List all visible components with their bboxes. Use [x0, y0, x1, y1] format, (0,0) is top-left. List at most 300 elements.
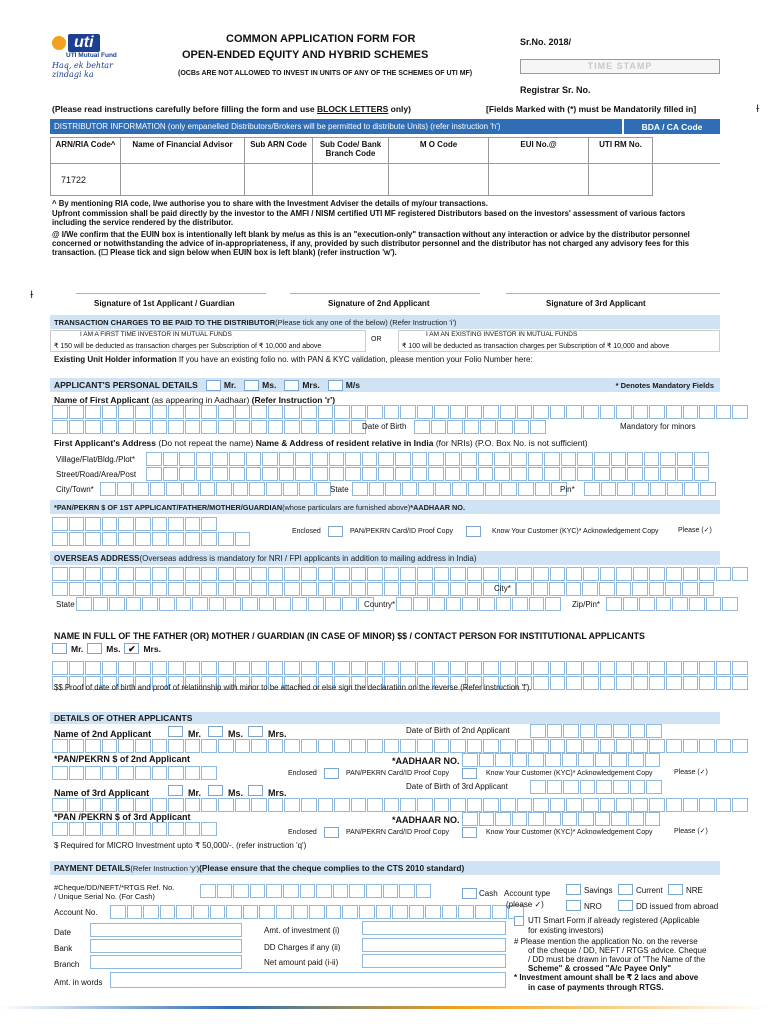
char-box[interactable] [583, 661, 599, 675]
char-box[interactable] [660, 467, 676, 481]
char-box[interactable] [595, 812, 611, 826]
char-box[interactable] [152, 532, 168, 546]
char-box[interactable] [392, 905, 408, 919]
char-box[interactable] [362, 452, 378, 466]
char-box[interactable] [517, 798, 533, 812]
char-box[interactable] [500, 405, 516, 419]
char-box[interactable] [284, 582, 300, 596]
char-box[interactable] [251, 567, 267, 581]
char-box[interactable] [583, 567, 599, 581]
char-box[interactable] [268, 567, 284, 581]
char-box[interactable] [613, 724, 629, 738]
char-box[interactable] [268, 582, 284, 596]
char-box[interactable] [235, 567, 251, 581]
char-box[interactable] [85, 582, 101, 596]
char-box[interactable] [528, 812, 544, 826]
char-box[interactable] [378, 452, 394, 466]
char-box[interactable] [85, 405, 101, 419]
char-box[interactable] [547, 780, 563, 794]
mr-checkbox[interactable] [206, 380, 221, 391]
char-box[interactable] [150, 482, 166, 496]
char-box[interactable] [152, 798, 168, 812]
char-box[interactable] [716, 798, 732, 812]
char-box[interactable] [417, 798, 433, 812]
char-box[interactable] [246, 467, 262, 481]
char-box[interactable] [367, 582, 383, 596]
char-box[interactable] [667, 482, 683, 496]
char-box[interactable] [334, 420, 350, 434]
net-amount-input[interactable] [362, 954, 506, 968]
char-box[interactable] [467, 661, 483, 675]
char-box[interactable] [544, 467, 560, 481]
char-box[interactable] [400, 739, 416, 753]
char-box[interactable] [450, 405, 466, 419]
cash-checkbox[interactable] [462, 888, 477, 899]
char-box[interactable] [259, 905, 275, 919]
char-box[interactable] [369, 482, 385, 496]
char-box[interactable] [352, 482, 368, 496]
char-box[interactable] [417, 567, 433, 581]
char-box[interactable] [251, 582, 267, 596]
char-box[interactable] [284, 661, 300, 675]
dd-charges-input[interactable] [362, 938, 506, 952]
char-box[interactable] [464, 420, 480, 434]
char-box[interactable] [359, 905, 375, 919]
char-box[interactable] [516, 582, 532, 596]
char-box[interactable] [318, 582, 334, 596]
char-box[interactable] [152, 420, 168, 434]
char-box[interactable] [367, 739, 383, 753]
father-mr-checkbox[interactable] [52, 643, 67, 654]
pan2-boxes[interactable] [52, 766, 218, 780]
char-box[interactable] [193, 905, 209, 919]
char-box[interactable] [185, 766, 201, 780]
char-box[interactable] [251, 661, 267, 675]
amt-investment-input[interactable] [362, 921, 506, 935]
char-box[interactable] [666, 661, 682, 675]
char-box[interactable] [649, 739, 665, 753]
char-box[interactable] [395, 452, 411, 466]
char-box[interactable] [85, 822, 101, 836]
char-box[interactable] [514, 420, 530, 434]
char-box[interactable] [251, 420, 267, 434]
pan2-kyc-checkbox[interactable] [462, 768, 477, 779]
char-box[interactable] [446, 597, 462, 611]
char-box[interactable] [185, 661, 201, 675]
sig-line-2[interactable] [290, 293, 480, 294]
char-box[interactable] [229, 467, 245, 481]
char-box[interactable] [69, 532, 85, 546]
char-box[interactable] [649, 676, 665, 690]
father-mrs-checkbox[interactable]: ✔ [124, 643, 139, 654]
arn-value[interactable]: 71722 [51, 164, 121, 196]
char-box[interactable] [633, 739, 649, 753]
char-box[interactable] [550, 405, 566, 419]
char-box[interactable] [301, 739, 317, 753]
char-box[interactable] [716, 739, 732, 753]
char-box[interactable] [528, 467, 544, 481]
char-box[interactable] [666, 798, 682, 812]
char-box[interactable] [52, 567, 68, 581]
char-box[interactable] [133, 482, 149, 496]
char-box[interactable] [646, 780, 662, 794]
char-box[interactable] [461, 467, 477, 481]
char-box[interactable] [69, 798, 85, 812]
char-box[interactable] [434, 405, 450, 419]
char-box[interactable] [732, 661, 748, 675]
char-box[interactable] [694, 467, 710, 481]
char-box[interactable] [613, 780, 629, 794]
char-box[interactable] [52, 420, 68, 434]
char-box[interactable] [226, 905, 242, 919]
char-box[interactable] [599, 582, 615, 596]
char-box[interactable] [722, 597, 738, 611]
char-box[interactable] [649, 567, 665, 581]
char-box[interactable] [69, 405, 85, 419]
char-box[interactable] [517, 661, 533, 675]
char-box[interactable] [102, 661, 118, 675]
char-box[interactable] [152, 661, 168, 675]
char-box[interactable] [52, 766, 68, 780]
dob3-boxes[interactable] [530, 780, 663, 794]
char-box[interactable] [235, 420, 251, 434]
aadhaar2-boxes[interactable] [462, 753, 661, 767]
char-box[interactable] [284, 405, 300, 419]
overseas-state-boxes[interactable] [76, 597, 375, 611]
char-box[interactable] [434, 567, 450, 581]
char-box[interactable] [650, 482, 666, 496]
char-box[interactable] [517, 567, 533, 581]
char-box[interactable] [318, 798, 334, 812]
char-box[interactable] [627, 467, 643, 481]
char-box[interactable] [716, 676, 732, 690]
char-box[interactable] [351, 582, 367, 596]
char-box[interactable] [109, 597, 125, 611]
char-box[interactable] [69, 739, 85, 753]
char-box[interactable] [550, 676, 566, 690]
char-box[interactable] [450, 798, 466, 812]
char-box[interactable] [268, 798, 284, 812]
char-box[interactable] [494, 452, 510, 466]
char-box[interactable] [384, 582, 400, 596]
char-box[interactable] [412, 467, 428, 481]
char-box[interactable] [168, 766, 184, 780]
char-box[interactable] [185, 517, 201, 531]
char-box[interactable] [483, 405, 499, 419]
char-box[interactable] [547, 724, 563, 738]
char-box[interactable] [201, 739, 217, 753]
char-box[interactable] [69, 420, 85, 434]
char-box[interactable] [412, 452, 428, 466]
char-box[interactable] [583, 676, 599, 690]
char-box[interactable] [117, 482, 133, 496]
char-box[interactable] [666, 567, 682, 581]
char-box[interactable] [512, 753, 528, 767]
char-box[interactable] [312, 452, 328, 466]
sub-code-input[interactable] [313, 164, 389, 196]
char-box[interactable] [434, 582, 450, 596]
char-box[interactable] [549, 582, 565, 596]
char-box[interactable] [683, 676, 699, 690]
char-box[interactable] [561, 467, 577, 481]
overseas-city-boxes[interactable] [516, 582, 715, 596]
char-box[interactable] [301, 798, 317, 812]
char-box[interactable] [577, 452, 593, 466]
char-box[interactable] [217, 884, 233, 898]
char-box[interactable] [478, 452, 494, 466]
char-box[interactable] [467, 798, 483, 812]
char-box[interactable] [580, 780, 596, 794]
char-box[interactable] [135, 517, 151, 531]
char-box[interactable] [163, 452, 179, 466]
char-box[interactable] [479, 597, 495, 611]
char-box[interactable] [100, 482, 116, 496]
char-box[interactable] [480, 420, 496, 434]
char-box[interactable] [168, 739, 184, 753]
char-box[interactable] [233, 482, 249, 496]
char-box[interactable] [633, 405, 649, 419]
char-box[interactable] [185, 822, 201, 836]
char-box[interactable] [268, 739, 284, 753]
char-box[interactable] [216, 482, 232, 496]
char-box[interactable] [268, 661, 284, 675]
sig-line-3[interactable] [506, 293, 720, 294]
char-box[interactable] [732, 676, 748, 690]
sub-arn-input[interactable] [245, 164, 313, 196]
char-box[interactable] [93, 597, 109, 611]
char-box[interactable] [533, 798, 549, 812]
char-box[interactable] [699, 661, 715, 675]
char-box[interactable] [496, 597, 512, 611]
char-box[interactable] [716, 661, 732, 675]
char-box[interactable] [434, 798, 450, 812]
char-box[interactable] [276, 905, 292, 919]
char-box[interactable] [284, 739, 300, 753]
char-box[interactable] [500, 661, 516, 675]
char-box[interactable] [185, 567, 201, 581]
char-box[interactable] [266, 884, 282, 898]
char-box[interactable] [168, 420, 184, 434]
sig-line-1[interactable] [76, 293, 266, 294]
name2-mr-checkbox[interactable] [168, 726, 183, 737]
char-box[interactable] [611, 812, 627, 826]
char-box[interactable] [600, 676, 616, 690]
char-box[interactable] [316, 482, 332, 496]
char-box[interactable] [110, 905, 126, 919]
char-box[interactable] [627, 452, 643, 466]
first-applicant-name-boxes-2[interactable] [52, 420, 367, 434]
char-box[interactable] [268, 405, 284, 419]
char-box[interactable] [233, 884, 249, 898]
char-box[interactable] [192, 597, 208, 611]
char-box[interactable] [645, 753, 661, 767]
char-box[interactable] [85, 766, 101, 780]
bank-input[interactable] [90, 939, 242, 953]
char-box[interactable] [666, 739, 682, 753]
char-box[interactable] [152, 517, 168, 531]
char-box[interactable] [563, 780, 579, 794]
char-box[interactable] [118, 582, 134, 596]
char-box[interactable] [616, 798, 632, 812]
char-box[interactable] [616, 582, 632, 596]
char-box[interactable] [533, 676, 549, 690]
char-box[interactable] [694, 452, 710, 466]
char-box[interactable] [511, 452, 527, 466]
char-box[interactable] [316, 884, 332, 898]
char-box[interactable] [69, 567, 85, 581]
char-box[interactable] [566, 739, 582, 753]
char-box[interactable] [417, 661, 433, 675]
char-box[interactable] [218, 582, 234, 596]
char-box[interactable] [700, 482, 716, 496]
char-box[interactable] [325, 597, 341, 611]
char-box[interactable] [665, 582, 681, 596]
char-box[interactable] [611, 452, 627, 466]
char-box[interactable] [545, 597, 561, 611]
char-box[interactable] [563, 724, 579, 738]
char-box[interactable] [483, 739, 499, 753]
char-box[interactable] [633, 567, 649, 581]
char-box[interactable] [135, 766, 151, 780]
char-box[interactable] [385, 482, 401, 496]
char-box[interactable] [300, 884, 316, 898]
char-box[interactable] [163, 467, 179, 481]
branch-input[interactable] [90, 955, 242, 969]
char-box[interactable] [683, 661, 699, 675]
char-box[interactable] [201, 822, 217, 836]
char-box[interactable] [367, 798, 383, 812]
smart-form-checkbox[interactable] [514, 916, 524, 926]
char-box[interactable] [500, 798, 516, 812]
char-box[interactable] [461, 452, 477, 466]
char-box[interactable] [467, 739, 483, 753]
char-box[interactable] [179, 467, 195, 481]
name2-mrs-checkbox[interactable] [248, 726, 263, 737]
char-box[interactable] [644, 452, 660, 466]
char-box[interactable] [566, 661, 582, 675]
char-box[interactable] [450, 661, 466, 675]
char-box[interactable] [250, 884, 266, 898]
char-box[interactable] [52, 517, 68, 531]
char-box[interactable] [295, 467, 311, 481]
char-box[interactable] [689, 597, 705, 611]
char-box[interactable] [501, 482, 517, 496]
char-box[interactable] [683, 739, 699, 753]
pan1-kyc-checkbox[interactable] [466, 526, 481, 537]
char-box[interactable] [684, 482, 700, 496]
char-box[interactable] [633, 676, 649, 690]
char-box[interactable] [611, 753, 627, 767]
char-box[interactable] [630, 724, 646, 738]
char-box[interactable] [628, 812, 644, 826]
char-box[interactable] [600, 739, 616, 753]
char-box[interactable] [201, 766, 217, 780]
char-box[interactable] [544, 452, 560, 466]
char-box[interactable] [639, 597, 655, 611]
char-box[interactable] [262, 452, 278, 466]
char-box[interactable] [495, 812, 511, 826]
char-box[interactable] [672, 597, 688, 611]
char-box[interactable] [212, 452, 228, 466]
char-box[interactable] [69, 517, 85, 531]
char-box[interactable] [399, 884, 415, 898]
char-box[interactable] [632, 582, 648, 596]
char-box[interactable] [416, 884, 432, 898]
char-box[interactable] [467, 582, 483, 596]
char-box[interactable] [301, 420, 317, 434]
char-box[interactable] [185, 420, 201, 434]
char-box[interactable] [533, 567, 549, 581]
char-box[interactable] [301, 661, 317, 675]
char-box[interactable] [351, 739, 367, 753]
char-box[interactable] [201, 405, 217, 419]
char-box[interactable] [342, 905, 358, 919]
char-box[interactable] [400, 582, 416, 596]
char-box[interactable] [660, 452, 676, 466]
char-box[interactable] [152, 766, 168, 780]
char-box[interactable] [616, 405, 632, 419]
char-box[interactable] [102, 567, 118, 581]
char-box[interactable] [600, 405, 616, 419]
char-box[interactable] [279, 467, 295, 481]
char-box[interactable] [732, 567, 748, 581]
char-box[interactable] [283, 884, 299, 898]
char-box[interactable] [135, 739, 151, 753]
char-box[interactable] [566, 405, 582, 419]
char-box[interactable] [284, 798, 300, 812]
char-box[interactable] [292, 597, 308, 611]
char-box[interactable] [334, 405, 350, 419]
char-box[interactable] [200, 884, 216, 898]
char-box[interactable] [69, 766, 85, 780]
char-box[interactable] [301, 582, 317, 596]
char-box[interactable] [218, 798, 234, 812]
char-box[interactable] [326, 905, 342, 919]
char-box[interactable] [266, 482, 282, 496]
char-box[interactable] [102, 517, 118, 531]
char-box[interactable] [225, 597, 241, 611]
char-box[interactable] [218, 405, 234, 419]
name3-mrs-checkbox[interactable] [248, 785, 263, 796]
char-box[interactable] [146, 467, 162, 481]
char-box[interactable] [699, 567, 715, 581]
savings-checkbox[interactable] [566, 884, 581, 895]
nre-checkbox[interactable] [668, 884, 683, 895]
char-box[interactable] [462, 812, 478, 826]
char-box[interactable] [623, 597, 639, 611]
char-box[interactable] [185, 582, 201, 596]
char-box[interactable] [462, 753, 478, 767]
char-box[interactable] [468, 482, 484, 496]
char-box[interactable] [301, 405, 317, 419]
char-box[interactable] [69, 822, 85, 836]
char-box[interactable] [706, 597, 722, 611]
char-box[interactable] [85, 661, 101, 675]
char-box[interactable] [52, 798, 68, 812]
char-box[interactable] [578, 753, 594, 767]
char-box[interactable] [293, 905, 309, 919]
char-box[interactable] [550, 661, 566, 675]
char-box[interactable] [395, 467, 411, 481]
char-box[interactable] [218, 661, 234, 675]
char-box[interactable] [185, 739, 201, 753]
char-box[interactable] [308, 597, 324, 611]
char-box[interactable] [435, 482, 451, 496]
char-box[interactable] [284, 420, 300, 434]
char-box[interactable] [201, 661, 217, 675]
char-box[interactable] [445, 467, 461, 481]
char-box[interactable] [732, 798, 748, 812]
